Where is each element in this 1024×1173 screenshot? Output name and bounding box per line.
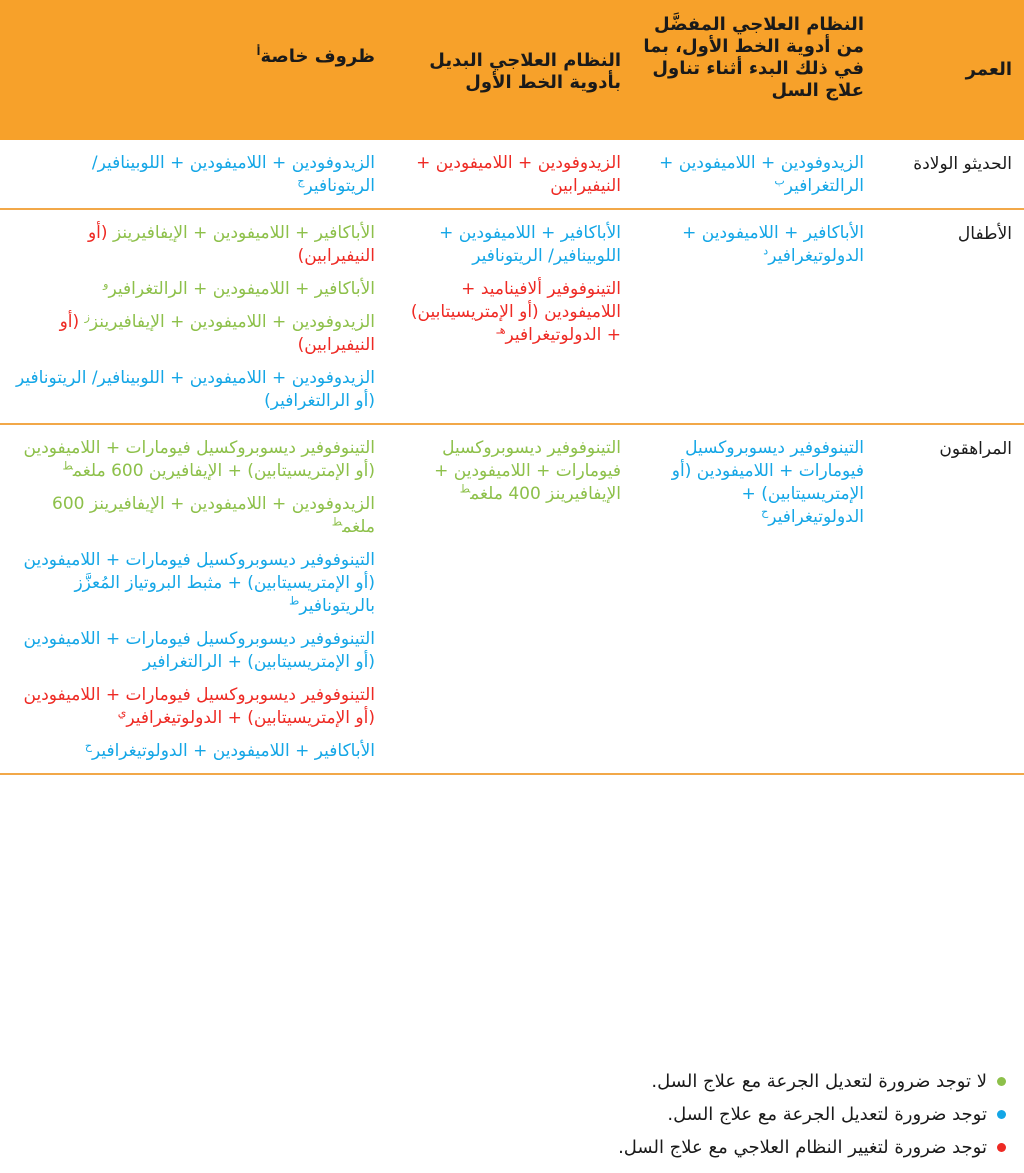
footnote-marker: ي [117, 706, 127, 720]
age-label: الحديثو الولادة [913, 154, 1012, 174]
footnote-marker: و [103, 277, 109, 291]
cell-special [0, 209, 387, 424]
footnote-marker: ح [761, 505, 769, 519]
regimen-entry [10, 152, 375, 198]
regimen-entry [397, 152, 621, 198]
cell-age [876, 209, 1024, 424]
table-row [0, 209, 1024, 424]
footnote-marker: د [763, 244, 769, 258]
table-body [0, 140, 1024, 774]
regimen-entry [10, 437, 375, 483]
regimen-entry [10, 684, 375, 730]
legend-text: توجد ضرورة لتعديل الجرعة مع علاج السل. [667, 1104, 987, 1125]
legend-item [16, 1065, 1006, 1098]
regimen-text: الأباكافير + اللاميفودين + الرالتغرافير [108, 279, 375, 299]
age-label: المراهقون [939, 439, 1012, 459]
cell-alternative [387, 424, 633, 774]
regimen-entry [10, 311, 375, 357]
cell-special [0, 424, 387, 774]
regimen-entry [397, 437, 621, 506]
regimen-text: التينوفوفير ديسوبروكسيل فيومارات + اللاميفودين (أو الإمتريسيتابين) + الدولوتيغرافير [23, 685, 375, 728]
regimen-entry [10, 740, 375, 763]
regimen-text: الأباكافير + اللاميفودين + الإيفافيرينز [112, 223, 375, 243]
legend-bullet-icon [997, 1077, 1006, 1086]
header-age: العمر [876, 0, 1024, 140]
legend-item [16, 1131, 1006, 1164]
regimen-text: الزيدوفودين + اللاميفودين + النيفيرابين [416, 153, 621, 196]
regimen-entry [397, 278, 621, 347]
footnote-marker: ج [297, 174, 305, 188]
regimen-text: التينوفوفير ديسوبروكسيل فيومارات + اللاميفودين (أو الإمتريسيتابين) + الإيفافيرين 600 ملغم [23, 438, 375, 481]
regimen-text: التينوفوفير ديسوبروكسيل فيومارات + اللاميفودين (أو الإمتريسيتابين) + الرالتغرافير [23, 629, 375, 672]
regimen-entry [643, 437, 864, 529]
legend-bullet-icon [997, 1110, 1006, 1119]
regimen-text: الزيدوفودين + اللاميفودين + الإيفافيرينز [89, 312, 375, 332]
header-preferred: النظام العلاجي المفضَّل من أدوية الخط الأول، بما في ذلك البدء أثناء تناول علاج السل [633, 0, 876, 140]
cell-alternative [387, 140, 633, 209]
regimen-text: الزيدوفودين + اللاميفودين + اللوبينافير/ الريتونافير [91, 153, 375, 196]
header-special-footnote: أ [256, 45, 261, 58]
regimen-entry [10, 367, 375, 413]
footnote-marker: ح [84, 739, 92, 753]
cell-alternative [387, 209, 633, 424]
regimen-alternative-text: (أو النيفيرابين) [87, 223, 375, 266]
regimen-entry [10, 278, 375, 301]
regimen-text: الزيدوفودين + اللاميفودين + اللوبينافير/ الريتونافير (أو الرالتغرافير) [15, 368, 375, 411]
regimen-text: الأباكافير + اللاميفودين + الدولوتيغرافير [682, 223, 864, 266]
regimen-entry [643, 222, 864, 268]
footnote-marker: ز [84, 310, 90, 324]
table-row [0, 424, 1024, 774]
footnote-marker: ب [774, 174, 785, 188]
footnote-marker: ط [62, 459, 73, 473]
regimen-text: الأباكافير + اللاميفودين + الدولوتيغرافير [91, 741, 375, 761]
regimen-text: الزيدوفودين + اللاميفودين + الرالتغرافير [659, 153, 864, 196]
regimen-entry [10, 493, 375, 539]
regimen-text: التينوفوفير ديسوبروكسيل فيومارات + اللاميفودين (أو الإمتريسيتابين) + الدولوتيغرافير [671, 438, 864, 527]
footnote-marker: ط [331, 515, 343, 529]
regimen-entry [397, 222, 621, 268]
footnote-marker: هـ [496, 323, 506, 337]
header-special: ظروف خاصة$^أ$ [0, 0, 387, 140]
regimen-text: الزيدوفودين + اللاميفودين + الإيفافيرينز 600 ملغم [52, 494, 375, 537]
footnote-marker: ط [459, 482, 471, 496]
legend-text: توجد ضرورة لتغيير النظام العلاجي مع علاج السل. [618, 1137, 987, 1158]
cell-age [876, 424, 1024, 774]
legend-text: لا توجد ضرورة لتعديل الجرعة مع علاج السل. [651, 1071, 987, 1092]
regimen-entry [643, 152, 864, 198]
cell-preferred [633, 424, 876, 774]
regimen-entry [10, 549, 375, 618]
regimen-alternative-text: (أو النيفيرابين) [59, 312, 375, 355]
regimen-entry [10, 628, 375, 674]
regimen-text: الأباكافير + اللاميفودين + اللوبينافير/ الريتونافير [439, 223, 621, 266]
color-legend [16, 1065, 1006, 1164]
cell-preferred [633, 140, 876, 209]
regimen-entry [10, 222, 375, 268]
cell-age [876, 140, 1024, 209]
header-row [0, 0, 1024, 140]
regimen-text: التينوفوفير ألافيناميد + اللاميفودين (أو الإمتريسيتابين) + الدولوتيغرافير [410, 279, 621, 345]
footnote-marker: ط [289, 594, 300, 608]
legend-bullet-icon [997, 1143, 1006, 1152]
regimen-text: التينوفوفير ديسوبروكسيل فيومارات + اللاميفودين + الإيفافيرينز 400 ملغم [434, 438, 621, 504]
regimen-text: التينوفوفير ديسوبروكسيل فيومارات + اللاميفودين (أو الإمتريسيتابين) + مثبط البروتياز المُعزَّز بالريتونافير [23, 550, 375, 616]
cell-special [0, 140, 387, 209]
legend-item [16, 1098, 1006, 1131]
age-label: الأطفال [957, 224, 1012, 244]
cell-preferred [633, 209, 876, 424]
header-alternative: النظام العلاجي البديل بأدوية الخط الأول [387, 0, 633, 140]
table-row [0, 140, 1024, 209]
